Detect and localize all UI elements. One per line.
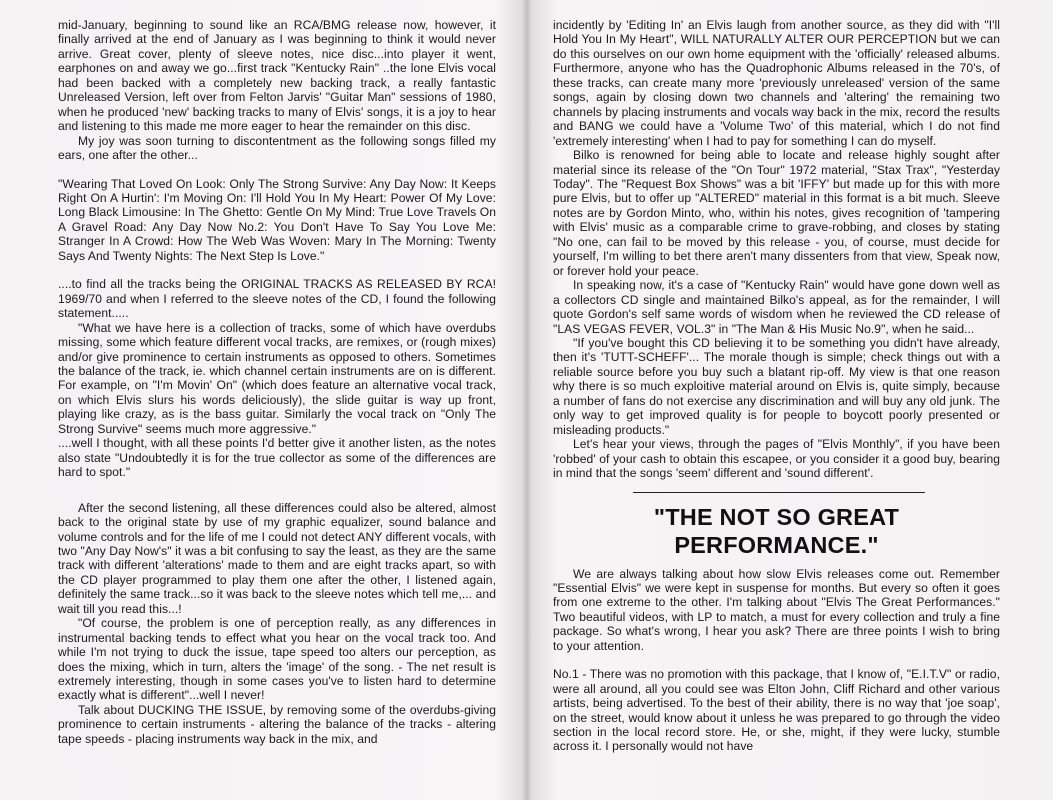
- left-paragraph-7: After the second listening, all these differences could also be altered, almost back to the original state by use of my graphic equalizer, sound balance and volume controls and for the life of me I could not detect ANY different vocals, with two "Any Day Now's" it was a bit confusing to say the least, as they are the same track with different 'alterations' made to them and are eight tracks apart, so with the CD player programmed to play them one after the other, I listened again, definitely the same track...so it was back to the sleeve notes which tell me,... and wait till you read this...!: [58, 500, 497, 616]
- right-paragraph-6: We are always talking about how slow Elvis releases come out. Remember "Essential Elvis" we were kept in suspense for months. But every so often it goes from one extreme to the other. I'm talking about "Elvis The Great Performances." Two beautiful videos, with LP to match, a must for every collection and truly a fine package. So what's wrong, I hear you ask? There are three points I wish to bring to your attention.: [553, 566, 1000, 653]
- right-quote: "If you've bought this CD believing it to be something you didn't have already, then it's 'TUTT-SCHEFF'... The morale though is simple; check things out with a reliable source before you buy such a blatant rip-off. My view is that one reason why there is so much exploitive material around on Elvis is, quite simply, because a number of fans do not exercise any discrimination and will buy any old junk. The only way to get improved quality is for people to boycott poorly presented or misleading products.": [553, 335, 1000, 437]
- left-paragraph-2: My joy was soon turning to discontentment as the following songs filled my ears, one after the other...: [58, 133, 496, 163]
- right-paragraph-7: No.1 - There was no promotion with this package, that I know of, "E.I.T.V" or radio, were all around, all you could see was Elton John, Cliff Richard and other various artists, being advertised. To the best of their ability, there is no way that 'joe soap', on the street, would know about it unless he was prepared to go through the video section in the local record store. He, or she, might, if they were lucky, stumble across it. I personally would not have: [553, 667, 1000, 754]
- section-divider: [633, 492, 925, 493]
- right-paragraph-1: incidently by 'Editing In' an Elvis laugh from another source, as they did with "I'll Hold You In My Heart", WILL NATURALLY ALTER OUR PERCEPTION but we can do this ourselves on our own home equipment with the 'officially' released albums. Furthermore, anyone who has the Quadrophonic Albums released in the 70's, of these tracks, can create many more 'previously unreleased' version of the same songs, again by closing down two channels and 'altering' the remaining two channels by placing instruments and vocals way back in the mix, record the results and BANG we could have a 'Volume Two' of this material, which I do not find 'extremely interesting' when I had to pay for something I can do myself.: [553, 18, 1000, 148]
- article-headline: "THE NOT SO GREAT PERFORMANCE.": [653, 503, 900, 558]
- left-sleeve-quote-1: "What we have here is a collection of tracks, some of which have overdubs missing, some which feature different vocal tracks, are remixes, or (rough mixes) and/or give prominence to certain instruments as opposed to others. Sometimes the balance of the track, ie. which channel certain instruments are on is different. For example, on "I'm Movin' On" (which does feature an alternative vocal track, on which Elvis slurs his words deliciously), the slide guitar is way up front, playing like crazy, as is the bass guitar. Similarly the vocal track on "Only The Strong Survive" seems much more aggressive.": [58, 320, 496, 436]
- right-paragraph-5: Let's hear your views, through the pages of "Elvis Monthly", if you have been 'robbed' of your cash to obtain this escapee, or you consider it a good buy, bearing in mind that the songs 'seem' different and 'sound different'.: [553, 437, 1000, 481]
- left-song-list: "Wearing That Loved On Look: Only The Strong Survive: Any Day Now: It Keeps Right On A Hurtin': I'm Moving On: I'll Hold You In My Heart: Power Of My Love: Long Black Limousine: In The Ghetto: Gentle On My Mind: True Love Travels On A Gravel Road: Any Day Now No.2: You Don't Have To Say You Love Me: Stranger In A Crowd: How The Web Was Woven: Mary In The Morning: Twenty Says And Twenty Nights: The Next Step Is Love.": [58, 176, 496, 263]
- left-paragraph-9: Talk about DUCKING THE ISSUE, by removing some of the overdubs-giving prominence to certain instruments - altering the balance of the tracks - altering tape speeds - placing instruments way back in the mix, and: [58, 702, 496, 746]
- page-gutter: [522, 0, 532, 800]
- left-paragraph-6: ....well I thought, with all these points I'd better give it another listen, as the notes also state "Undoubtedly it is for the true collector as some of the differences are hard to spot.": [58, 436, 496, 480]
- left-sleeve-quote-2: "Of course, the problem is one of perception really, as any differences in instrumental backing tends to effect what you hear on the vocal track too. And while I'm not trying to duck the issue, tape speed too alters our perception, as does the mixing, which in turn, alters the 'image' of the song. - The net result is extremely interesting, though in some cases you've to listen hard to determine exactly what is different"...well I never!: [58, 616, 496, 703]
- left-paragraph-4: ....to find all the tracks being the ORIGINAL TRACKS AS RELEASED BY RCA! 1969/70 and when I referred to the sleeve notes of the CD, I found the following statement.....: [58, 277, 496, 321]
- left-page: [58, 18, 496, 746]
- right-page: [553, 18, 1000, 754]
- right-paragraph-2: Bilko is renowned for being able to locate and release highly sought after material since its release of the "On Tour" 1972 material, "Stax Trax", "Yesterday Today". The "Request Box Shows" was a bit 'IFFY' but made up for this with more pure Elvis, but to offer up "ALTERED" material in this format is a bit much. Sleeve notes are by Gordon Minto, who, within his notes, gives recognition of 'tampering with Elvis' music as a comparable crime to grave-robbing, and closes by stating "No one, can fail to be moved by this release - you, of course, must decide for yourself, I'm willing to bet there aren't many dissenters from that view, Speak now, or forever hold your peace.: [553, 148, 1000, 278]
- left-paragraph-1: mid-January, beginning to sound like an RCA/BMG release now, however, it finally arrived at the end of January as I was beginning to think it would never arrive. Great cover, plenty of sleeve notes, nice disc...into player it went, earphones on and away we go...first track "Kentucky Rain" ..the lone Elvis vocal had been backed with a completely new backing track, a really fantastic Unreleased Version, left over from Felton Jarvis' "Guitar Man" sessions of 1980, when he produced 'new' backing tracks to many of Elvis' songs, it is a joy to hear and listening to this made me more eager to hear the remainder on this disc.: [58, 18, 496, 134]
- right-paragraph-3: In speaking now, it's a case of "Kentucky Rain" would have gone down well as a collectors CD single and maintained Bilko's appeal, as for the remainder, I will quote Gordon's self same words of wisdom when he reviewed the CD release of "LAS VEGAS FEVER, VOL.3" in "The Man & His Music No.9", when he said...: [553, 278, 1000, 336]
